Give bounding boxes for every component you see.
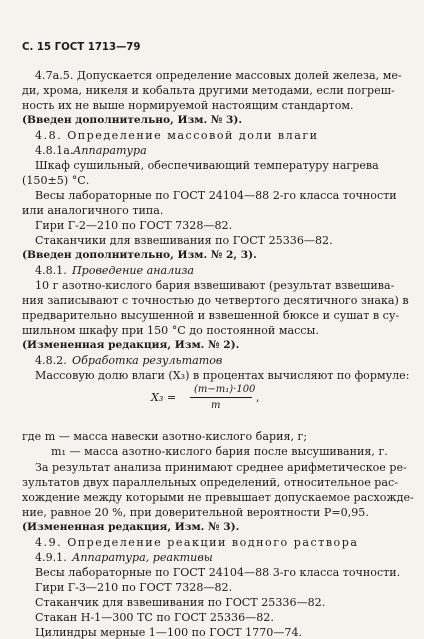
text-line-text: Стаканчики для взвешивания по ГОСТ 25336—82. <box>35 234 333 247</box>
text-line-text: Гири Г-3—210 по ГОСТ 7328—82. <box>35 581 233 594</box>
subsection-heading-text: 4.9.1. <box>35 551 67 564</box>
fraction-bar <box>190 397 252 398</box>
subsection-heading-text: 4.8.1. <box>35 264 67 277</box>
text-line-text: Цилиндры мерные 1—100 по ГОСТ 1770—74. <box>35 626 303 639</box>
text-line-text: 4.7а.5. Допускается определение массовых долей железа, ме- <box>35 69 402 82</box>
formula-comma: , <box>256 391 260 404</box>
text-line-text: Массовую долю влаги (X₃) в процентах вычисляют по формуле: <box>35 369 410 382</box>
section-heading-text: 4.9. Определение реакции водного раствора <box>35 536 359 549</box>
text-line-text: Весы лабораторные по ГОСТ 24104—88 3-го класса точности. <box>35 566 401 579</box>
text-line-text: 10 г азотно-кислого бария взвешивают (результат взвешива- <box>35 279 395 292</box>
text-line-text: Весы лабораторные по ГОСТ 24104—88 2-го класса точности <box>35 189 397 202</box>
text-line-text: Стакан Н-1—300 ТС по ГОСТ 25336—82. <box>35 611 274 624</box>
text-line-text: зультатов двух параллельных определений, относительное рас- <box>22 476 398 489</box>
section-heading-text: 4.8. Определение массовой доли влаги <box>35 129 319 142</box>
text-line-text: Шкаф сушильный, обеспечивающий температуру нагрева <box>35 159 379 172</box>
amendment-note-text: (Введен дополнительно, Изм. № 2, 3). <box>22 249 257 261</box>
text-line-text: (150±5) °С. <box>22 174 90 187</box>
text-line-text: ди, хрома, никеля и кобальта другими методами, если погреш- <box>22 84 395 97</box>
page-header-text: С. 15 ГОСТ 1713—79 <box>22 42 141 53</box>
formula-denominator: m <box>211 400 221 411</box>
text-line-text: Стаканчик для взвешивания по ГОСТ 25336—82. <box>35 596 326 609</box>
definition-line-text: где m — масса навески азотно-кислого бария, г; <box>22 430 308 443</box>
text-line-text: ния записывают с точностью до четвертого десятичного знака) в <box>22 294 409 307</box>
text-line-text: шильном шкафу при 150 °С до постоянной массы. <box>22 324 319 337</box>
subsection-heading-text: 4.8.2. <box>35 354 67 367</box>
amendment-note-text: (Измененная редакция, Изм. № 2). <box>22 339 240 351</box>
definition-line-text: m₁ — масса азотно-кислого бария после высушивания, г. <box>51 445 388 458</box>
subsection-heading-title: Проведение анализа <box>72 264 195 277</box>
subsection-heading-title: Аппаратура, реактивы <box>72 551 213 564</box>
formula-lhs: X₃ = <box>151 391 177 404</box>
subsection-heading-title: Обработка результатов <box>72 354 223 367</box>
subsection-heading-text: 4.8.1а. <box>35 144 74 157</box>
text-line-text: предварительно высушенной и взвешенной бюксе и сушат в су- <box>22 309 400 322</box>
subsection-heading-title: Аппаратура <box>73 144 147 157</box>
amendment-note-text: (Введен дополнительно, Изм. № 3). <box>22 114 243 126</box>
formula-numerator: (m−m₁)·100 <box>194 384 256 395</box>
text-line-text: ность их не выше нормируемой настоящим стандартом. <box>22 99 354 112</box>
amendment-note-text: (Измененная редакция, Изм. № 3). <box>22 521 240 533</box>
text-line-text: ние, равное 20 %, при доверительной вероятности P=0,95. <box>22 506 369 519</box>
text-line-text: Гири Г-2—210 по ГОСТ 7328—82. <box>35 219 233 232</box>
text-line-text: или аналогичного типа. <box>22 204 164 217</box>
text-line-text: За результат анализа принимают среднее арифметическое ре- <box>35 461 407 474</box>
text-line-text: хождение между которыми не превышает допускаемое расхожде- <box>22 491 414 504</box>
